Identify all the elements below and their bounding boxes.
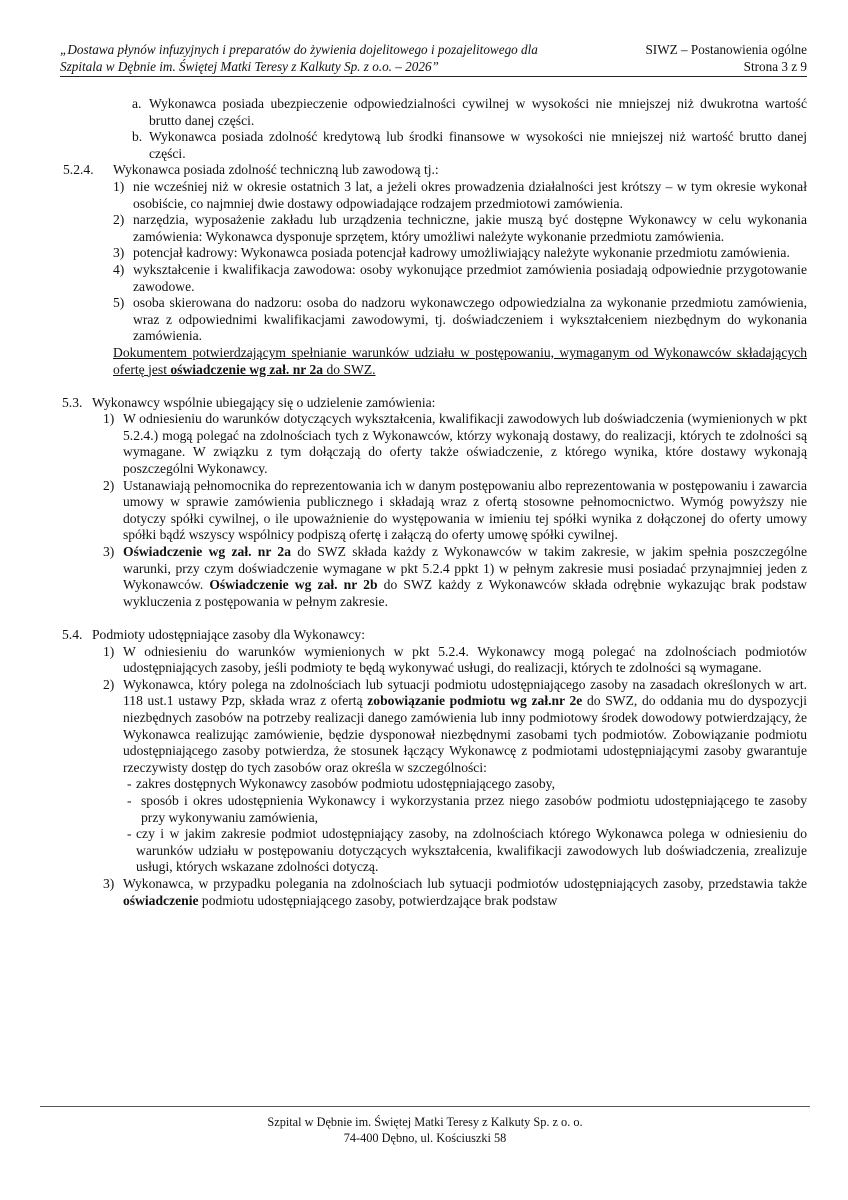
dash-label: - [127, 776, 132, 792]
item-label: a. [132, 96, 142, 111]
attachment-ref-2a: Oświadczenie wg zał. nr 2a [123, 544, 292, 560]
item-text: Wykonawca, w przypadku polegania na zdolnościach lub sytuacji podmiotów udostępniających zasoby, przedstawia także [123, 875, 807, 891]
footer-organization: Szpital w Dębnie im. Świętej Matki Teresy z Kalkuty Sp. z o. o. [267, 1115, 583, 1129]
item-text: nie wcześniej niż w okresie ostatnich 3 lat, a jeżeli okres prowadzenia działalności jest krótszy – w tym okresie wykonał osobiście, co najmniej dwie dostawy odpowiadające rodzajem przedmiotowi zamówienia. [133, 178, 807, 211]
item-text-end: do SWZ, do oddania mu do dyspozycji niezbędnych zasobów na potrzeby realizacji danego zamówienia lub inny podmiotowy środek dowodowy potwierdzający, że Wykonawca realizując zamówienie, będzie dysponował niezbędnymi zasobami tych podmiotów. Zobowiązanie podmiotu udostępniającego zasoby potwierdza, że stosunek łączący Wykonawcę z podmiotami udostępniającymi zasoby gwarantuje rzeczywisty dostęp do tych zasobów oraz określa w szczególności: [123, 693, 807, 775]
item-label: 3) [113, 245, 125, 261]
item-text-end: podmiotu udostępniającego zasoby, potwierdzające brak podstaw [198, 892, 558, 908]
dash-text: czy i w jakim zakresie podmiot udostępniający zasoby, na zdolnościach którego Wykonawca polega w odniesieniu do warunków udziału w postępowaniu dotyczących wykształcenia, kwalifikacji zawodowych lub doświadczenia, zrealizuje usługi, których wskazane zdolności dotyczą. [136, 826, 807, 875]
list-item [113, 261, 807, 295]
section-heading [62, 394, 807, 412]
section-title: Wykonawcy wspólnie ubiegający się o udzielenie zamówienia: [92, 394, 436, 410]
section-number: 5.2.4. [63, 162, 94, 178]
section-title: Wykonawca posiada zdolność techniczną lub zawodową tj.: [113, 162, 439, 178]
dash-text: zakres dostępnych Wykonawcy zasobów podmiotu udostępniającego zasoby, [136, 776, 555, 792]
list-item [103, 875, 807, 909]
footer-address: 74-400 Dębno, ul. Kościuszki 58 [343, 1131, 507, 1145]
title-line-2: Szpitala w Dębnie im. Świętej Matki Teresy z Kalkuty Sp. z o.o. – 2026” [60, 58, 439, 74]
item-label: 1) [103, 411, 115, 427]
statement-ref: oświadczenie [123, 892, 199, 908]
section-heading [62, 627, 807, 644]
section-number: 5.4. [62, 627, 83, 642]
list-item [113, 178, 807, 212]
note-attachment-ref: oświadczenie wg zał. nr 2a [170, 361, 324, 377]
page-footer [40, 1106, 810, 1146]
item-text-end: do SWZ każdy z Wykonawców składa odrębnie wykazując brak podstaw wykluczenia z postępowania w pełnym zakresie. [123, 577, 807, 609]
note-text-end: do SWZ. [323, 361, 376, 377]
item-label: 2) [103, 676, 115, 692]
note-text: Dokumentem potwierdzającym spełnianie warunków udziału w postępowaniu, wymaganym od Wykonawców składających ofertę jest [113, 344, 807, 377]
item-label: 1) [113, 178, 125, 194]
item-label: 2) [103, 477, 115, 493]
item-text: Wykonawca posiada ubezpieczenie odpowiedzialności cywilnej w wysokości nie mniejszej niż dwukrotna wartość brutto danej części. [149, 96, 807, 128]
item-text: Wykonawca posiada zdolność kredytową lub środki finansowe w wysokości nie mniejszej niż wartość brutto danej części. [149, 129, 807, 161]
section-heading [63, 162, 807, 179]
list-item [113, 295, 807, 345]
document-type: SIWZ – Postanowienia ogólne [645, 42, 807, 57]
item-label: 4) [113, 261, 125, 277]
item-text: osoba skierowana do nadzoru: osoba do nadzoru wykonawczego odpowiedzialna za wykonanie przedmiotu zamówienia, wraz z odpowiednimi kwalifikacjami zawodowymi, tj. doświadczeniem i wykształceniem niezbędnym do wykonania zamówienia. [133, 295, 807, 344]
header-meta [645, 42, 807, 75]
list-item [103, 676, 807, 777]
item-label: 3) [103, 875, 115, 891]
list-item [132, 96, 807, 129]
section-title: Podmioty udostępniające zasoby dla Wykonawcy: [92, 627, 366, 642]
requirement-note [113, 345, 807, 378]
section-number: 5.3. [62, 394, 83, 410]
dash-item [127, 826, 807, 876]
dash-label: - [127, 792, 132, 808]
dash-item [127, 792, 807, 826]
dash-item [127, 776, 807, 793]
dash-label: - [127, 826, 132, 842]
list-item [103, 544, 807, 610]
item-text: Wykonawca, który polega na zdolnościach lub sytuacji podmiotu udostępniającego zasoby na zasadach określonych w art. 118 ust.1 ustawy Pzp, składa wraz z ofertą [123, 676, 807, 709]
item-label: 5) [113, 295, 125, 311]
list-item [132, 129, 807, 162]
item-text: W odniesieniu do warunków dotyczących wykształcenia, kwalifikacji zawodowych lub doświadczenia (wymienionych w pkt 5.2.4.) mogą polegać na zdolnościach tych z Wykonawców, którzy wykonają dostawy, do realizacji, których te zdolności są wymagane. W związku z tym dołączają do oferty także oświadczenie, z którego wynika, które dostawy wykonają poszczególni Wykonawcy. [123, 411, 807, 477]
document-title [60, 42, 620, 75]
list-item [103, 643, 807, 677]
document-body [0, 96, 848, 909]
item-text: W odniesieniu do warunków wymienionych w pkt 5.2.4. Wykonawcy mogą polegać na zdolnościach podmiotów udostępniających zasoby, jeśli podmioty te będą wykonywać usługi, do realizacji, których te zdolności są wymagane. [123, 643, 807, 676]
list-item [103, 477, 807, 544]
item-text: potencjał kadrowy: Wykonawca posiada potencjał kadrowy umożliwiający należyte wykonanie przedmiotu zamówienia. [133, 245, 790, 261]
item-label: b. [132, 129, 143, 145]
item-label: 3) [103, 544, 115, 560]
title-line-1: „Dostawa płynów infuzyjnych i preparatów do żywienia dojelitowego i pozajelitowego dla [60, 42, 538, 57]
item-text: Ustanawiają pełnomocnika do reprezentowania ich w danym postępowaniu albo reprezentowania w postępowaniu i zawarcia umowy w sprawie zamówienia publicznego i składają wraz z ofertą stosowne pełnomocnictwo. Wymóg powyższy nie dotyczy spółki cywilnej, o ile upoważnienie do występowania w imieniu tej spółki wynika z dołączonej do oferty umowy spółki bądź wszyscy wspólnicy podpiszą ofertę i załączą do oferty umowę spółki cywilnej. [123, 477, 807, 543]
page-number: Strona 3 z 9 [743, 58, 807, 74]
item-label: 2) [113, 212, 125, 228]
list-item [103, 411, 807, 477]
item-label: 1) [103, 643, 115, 659]
attachment-ref-2b: Oświadczenie wg zał. nr 2b [209, 577, 378, 593]
item-text: do SWZ składa każdy z Wykonawców w takim zakresie, w jakim spełnia poszczególne warunki, przy czym doświadczenie wymagane w pkt 5.2.4 ppkt 1) w pełnym zakresie musi posiadać przynajmniej jeden z Wykonawców. [123, 544, 807, 593]
list-item [113, 212, 807, 245]
attachment-ref-2e: zobowiązanie podmiotu wg zał.nr 2e [367, 693, 583, 709]
item-text: wykształcenie i kwalifikacja zawodowa: osoby wykonujące przedmiot zamówienia posiadają odpowiednie przygotowanie zawodowe. [133, 261, 807, 294]
dash-text: sposób i okres udostępnienia Wykonawcy i wykorzystania przez niego zasobów podmiotu udostępniającego te zasoby przy wykonywaniu zamówienia, [141, 792, 807, 825]
list-item [113, 245, 807, 262]
item-text: narzędzia, wyposażenie zakładu lub urządzenia techniczne, jakie muszą być dostępne Wykonawcy w celu wykonania zamówienia: Wykonawca dysponuje sprzętem, który umożliwi należyte wykonanie przedmiotu zamówienia. [133, 212, 807, 244]
page-header [60, 42, 807, 77]
